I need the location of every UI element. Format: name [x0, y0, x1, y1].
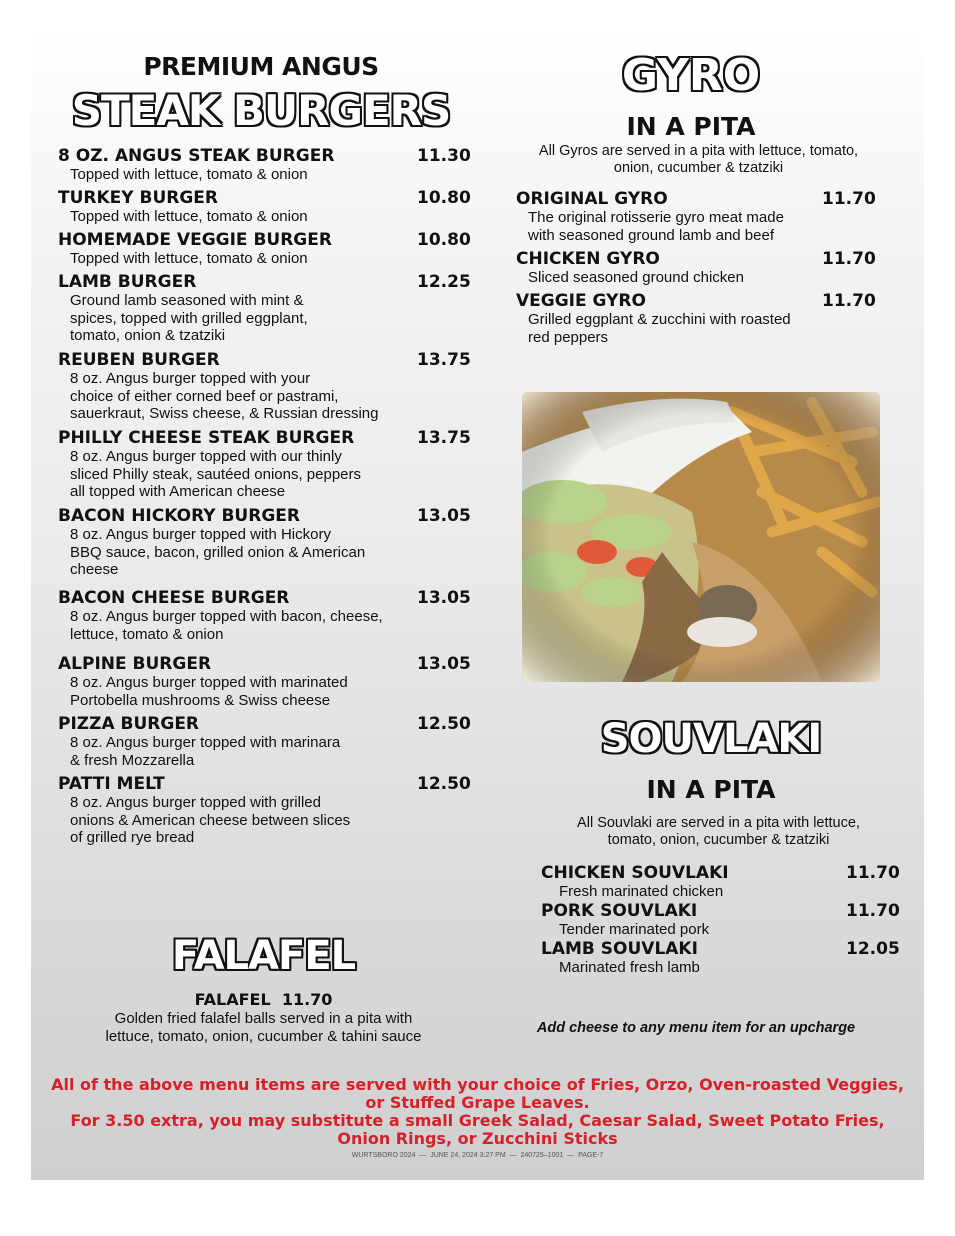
menu-item-description: Sliced seasoned ground chicken — [528, 269, 744, 286]
gyro-title: GYRO — [621, 50, 761, 101]
menu-item — [58, 654, 471, 709]
sides-line-2: or Stuffed Grape Leaves. — [365, 1093, 590, 1112]
gyro-subtitle: IN A PITA — [626, 112, 756, 141]
menu-item-name: PHILLY CHEESE STEAK BURGER — [58, 428, 355, 448]
menu-item — [58, 146, 471, 184]
falafel-desc: Golden fried falafel balls served in a pita with lettuce, tomato, onion, cucumber & tahini sauce — [105, 1010, 422, 1045]
menu-item — [58, 230, 471, 268]
menu-item — [516, 249, 876, 287]
menu-item-description: Grilled eggplant & zucchini with roasted red peppers — [528, 311, 791, 346]
menu-item — [516, 189, 876, 244]
souvlaki-title: SOUVLAKI — [600, 716, 822, 762]
menu-item — [541, 901, 900, 939]
menu-item-name: REUBEN BURGER — [58, 350, 220, 370]
menu-item — [58, 774, 471, 847]
menu-item-price: 13.05 — [417, 588, 471, 608]
menu-item-name: PATTI MELT — [58, 774, 165, 794]
menu-item-name: ALPINE BURGER — [58, 654, 212, 674]
menu-item — [58, 428, 471, 501]
menu-item — [58, 506, 471, 579]
menu-item-description: Tender marinated pork — [559, 921, 710, 938]
menu-item-description: 8 oz. Angus burger topped with your choice of either corned beef or pastrami, sauerkraut, Swiss cheese, & Russian dressing — [70, 370, 379, 422]
menu-item-name: PORK SOUVLAKI — [541, 901, 698, 921]
menu-item — [58, 588, 471, 643]
menu-item-description: Ground lamb seasoned with mint & spices, topped with grilled eggplant, tomato, onion & tzatziki — [70, 292, 308, 344]
menu-item-description: 8 oz. Angus burger topped with our thinly sliced Philly steak, sautéed onions, peppers all topped with American cheese — [70, 448, 362, 500]
gyro-photo — [522, 392, 880, 682]
menu-item-price: 12.50 — [417, 774, 471, 794]
gyro-illustration — [522, 392, 880, 682]
menu-item-name: LAMB SOUVLAKI — [541, 939, 698, 959]
menu-item-name: BACON CHEESE BURGER — [58, 588, 290, 608]
souvlaki-subtitle: IN A PITA — [646, 775, 776, 804]
menu-item-price: 11.30 — [417, 146, 471, 166]
falafel-title: FALAFEL — [171, 933, 356, 979]
menu-item — [58, 272, 471, 345]
menu-item-price: 11.70 — [846, 863, 900, 883]
menu-item-name: TURKEY BURGER — [58, 188, 219, 208]
menu-item-price: 13.05 — [417, 506, 471, 526]
menu-item-name: BACON HICKORY BURGER — [58, 506, 300, 526]
menu-item-price: 10.80 — [417, 230, 471, 250]
menu-item-name: LAMB BURGER — [58, 272, 197, 292]
menu-item-price: 12.50 — [417, 714, 471, 734]
page-footer: WURTSBORO 2024 — JUNE 24, 2024 3:27 PM — 240725–1001 — PAGE-7 — [351, 1152, 604, 1159]
menu-item-description: 8 oz. Angus burger topped with marinara & fresh Mozzarella — [70, 734, 341, 769]
sides-note — [41, 1076, 914, 1148]
menu-item-description: 8 oz. Angus burger topped with Hickory BBQ sauce, bacon, grilled onion & American cheese — [70, 526, 366, 578]
menu-item-name: ORIGINAL GYRO — [516, 189, 668, 209]
burgers-title: STEAK BURGERS — [71, 86, 451, 135]
menu-item-name: VEGGIE GYRO — [516, 291, 646, 311]
menu-item-description: Topped with lettuce, tomato & onion — [70, 208, 308, 225]
menu-item-name: HOMEMADE VEGGIE BURGER — [58, 230, 332, 250]
menu-item-name: 8 OZ. ANGUS STEAK BURGER — [58, 146, 335, 166]
sides-line-4: Onion Rings, or Zucchini Sticks — [337, 1129, 618, 1148]
menu-item-description: 8 oz. Angus burger topped with bacon, cheese, lettuce, tomato & onion — [70, 608, 383, 643]
cheese-note: Add cheese to any menu item for an upcharge — [536, 1020, 856, 1036]
menu-item — [541, 939, 900, 977]
menu-page — [31, 28, 924, 1180]
menu-item-description: Topped with lettuce, tomato & onion — [70, 250, 308, 267]
menu-item-price: 12.05 — [846, 939, 900, 959]
gyro-note: All Gyros are served in a pita with lettuce, tomato, onion, cucumber & tzatziki — [538, 143, 859, 176]
menu-item-price: 13.75 — [417, 350, 471, 370]
menu-item-name: CHICKEN GYRO — [516, 249, 660, 269]
menu-item-price: 13.05 — [417, 654, 471, 674]
menu-item-price: 11.70 — [846, 901, 900, 921]
menu-item-price: 10.80 — [417, 188, 471, 208]
menu-item-price: 11.70 — [822, 249, 876, 269]
menu-item-price: 11.70 — [822, 291, 876, 311]
falafel-item: FALAFEL 11.70 — [194, 990, 333, 1009]
souvlaki-note: All Souvlaki are served in a pita with lettuce, tomato, onion, cucumber & tzatziki — [577, 815, 860, 848]
menu-item — [58, 714, 471, 769]
menu-item-name: PIZZA BURGER — [58, 714, 200, 734]
menu-item-description: 8 oz. Angus burger topped with grilled onions & American cheese between slices of grilled rye bread — [70, 794, 351, 846]
menu-item-description: 8 oz. Angus burger topped with marinated Portobella mushrooms & Swiss cheese — [70, 674, 348, 709]
menu-item — [58, 350, 471, 423]
menu-item-description: Fresh marinated chicken — [559, 883, 724, 900]
menu-item — [516, 291, 876, 346]
menu-item-price: 13.75 — [417, 428, 471, 448]
menu-item — [58, 188, 471, 226]
menu-item-price: 11.70 — [822, 189, 876, 209]
sides-line-3: For 3.50 extra, you may substitute a small Greek Salad, Caesar Salad, Sweet Potato Fries, — [70, 1111, 885, 1130]
menu-item — [541, 863, 900, 901]
burgers-kicker: PREMIUM ANGUS — [143, 52, 379, 81]
menu-item-price: 12.25 — [417, 272, 471, 292]
menu-item-description: The original rotisserie gyro meat made with seasoned ground lamb and beef — [528, 209, 784, 244]
menu-item-description: Marinated fresh lamb — [559, 959, 700, 976]
menu-item-name: CHICKEN SOUVLAKI — [541, 863, 729, 883]
sides-line-1: All of the above menu items are served with your choice of Fries, Orzo, Oven-roasted Veggies, — [51, 1075, 904, 1094]
menu-item-description: Topped with lettuce, tomato & onion — [70, 166, 308, 183]
